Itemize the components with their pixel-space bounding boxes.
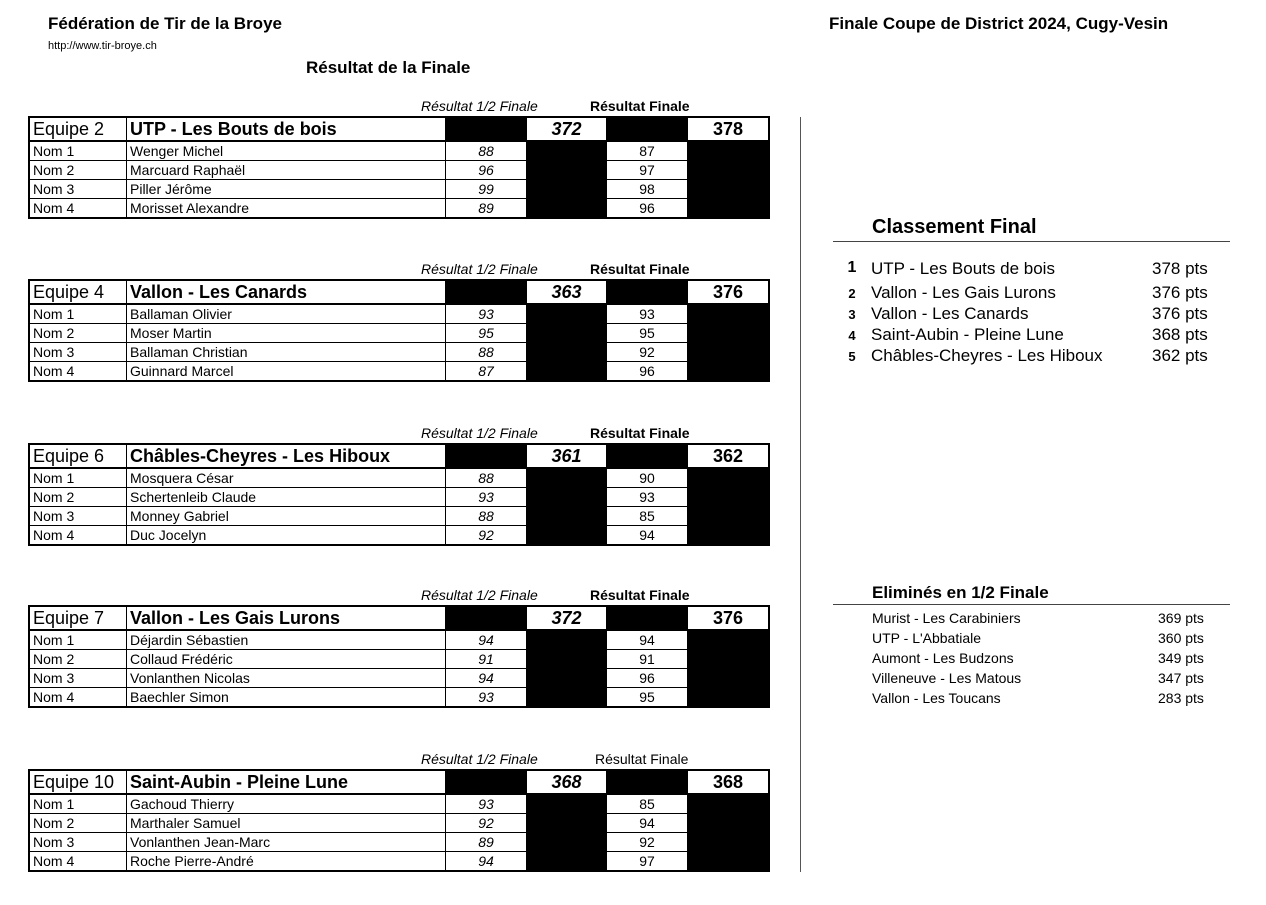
black-cell [527, 526, 607, 546]
black-cell [527, 161, 607, 180]
rank-number: 4 [848, 328, 856, 343]
list-item [833, 283, 1230, 304]
member-name: Mosquera César [127, 468, 446, 488]
black-cell [527, 324, 607, 343]
team-block [28, 586, 768, 708]
rank-number: 5 [848, 349, 856, 364]
black-cell [688, 488, 770, 507]
team-header-row [29, 770, 769, 794]
black-cell [527, 630, 607, 650]
member-final-score: 95 [607, 688, 688, 708]
eliminated-points: 369 pts [1158, 610, 1204, 626]
table-row [29, 794, 769, 814]
table-row [29, 833, 769, 852]
eliminated-team: Murist - Les Carabiniers [872, 610, 1021, 626]
black-cell [688, 161, 770, 180]
black-cell [527, 650, 607, 669]
team-table [28, 605, 770, 708]
black-cell [688, 141, 770, 161]
rank-points: 376 pts [1152, 283, 1208, 302]
member-label: Nom 2 [29, 324, 127, 343]
member-name: Ballaman Olivier [127, 304, 446, 324]
list-item [833, 304, 1230, 325]
member-label: Nom 1 [29, 141, 127, 161]
member-semi-score: 89 [446, 199, 527, 219]
semi-final-caption: Résultat 1/2 Finale [421, 98, 538, 114]
team-label: Equipe 7 [29, 606, 127, 630]
black-cell [688, 468, 770, 488]
table-row [29, 468, 769, 488]
member-name: Marthaler Samuel [127, 814, 446, 833]
black-cell [688, 688, 770, 708]
rank-number: 2 [848, 286, 856, 301]
member-label: Nom 4 [29, 199, 127, 219]
member-final-score: 96 [607, 362, 688, 382]
member-label: Nom 3 [29, 343, 127, 362]
final-caption: Résultat Finale [590, 587, 690, 603]
black-cell [607, 444, 688, 468]
black-cell [527, 468, 607, 488]
member-name: Moser Martin [127, 324, 446, 343]
team-table [28, 769, 770, 872]
member-semi-score: 94 [446, 630, 527, 650]
table-row [29, 324, 769, 343]
black-cell [688, 852, 770, 872]
member-label: Nom 3 [29, 669, 127, 688]
member-semi-score: 93 [446, 794, 527, 814]
black-cell [607, 117, 688, 141]
black-cell [527, 507, 607, 526]
black-cell [527, 180, 607, 199]
member-final-score: 93 [607, 304, 688, 324]
team-final-total: 362 [688, 444, 770, 468]
black-cell [527, 794, 607, 814]
semi-final-caption: Résultat 1/2 Finale [421, 751, 538, 767]
member-semi-score: 88 [446, 141, 527, 161]
table-row [29, 141, 769, 161]
black-cell [527, 833, 607, 852]
member-final-score: 90 [607, 468, 688, 488]
member-semi-score: 88 [446, 343, 527, 362]
member-semi-score: 93 [446, 488, 527, 507]
member-label: Nom 1 [29, 304, 127, 324]
member-semi-score: 94 [446, 669, 527, 688]
final-caption: Résultat Finale [590, 98, 690, 114]
member-final-score: 85 [607, 794, 688, 814]
rank-team: Vallon - Les Gais Lurons [871, 283, 1056, 302]
team-label: Equipe 10 [29, 770, 127, 794]
member-final-score: 96 [607, 669, 688, 688]
black-cell [688, 343, 770, 362]
team-block [28, 750, 768, 872]
member-final-score: 92 [607, 343, 688, 362]
page-heading: Résultat de la Finale [306, 58, 471, 77]
black-cell [527, 199, 607, 219]
member-final-score: 93 [607, 488, 688, 507]
list-item [833, 325, 1230, 346]
table-row [29, 488, 769, 507]
column-divider [800, 117, 801, 872]
member-name: Vonlanthen Nicolas [127, 669, 446, 688]
team-header-row [29, 606, 769, 630]
member-name: Wenger Michel [127, 141, 446, 161]
black-cell [688, 180, 770, 199]
black-cell [446, 770, 527, 794]
member-final-score: 95 [607, 324, 688, 343]
team-semi-total: 361 [527, 444, 607, 468]
black-cell [527, 304, 607, 324]
rank-number: 3 [848, 307, 856, 322]
eliminated-team: Aumont - Les Budzons [872, 650, 1014, 666]
member-label: Nom 3 [29, 180, 127, 199]
member-final-score: 98 [607, 180, 688, 199]
team-header-row [29, 280, 769, 304]
table-row [29, 630, 769, 650]
member-label: Nom 3 [29, 507, 127, 526]
table-row [29, 814, 769, 833]
black-cell [527, 343, 607, 362]
team-name: Vallon - Les Gais Lurons [127, 606, 446, 630]
organization-title: Fédération de Tir de la Broye [48, 14, 282, 33]
table-row [29, 852, 769, 872]
eliminated-team: Vallon - Les Toucans [872, 690, 1001, 706]
team-final-total: 368 [688, 770, 770, 794]
member-label: Nom 4 [29, 688, 127, 708]
member-name: Schertenleib Claude [127, 488, 446, 507]
team-name: Saint-Aubin - Pleine Lune [127, 770, 446, 794]
member-label: Nom 3 [29, 833, 127, 852]
member-label: Nom 1 [29, 630, 127, 650]
member-final-score: 85 [607, 507, 688, 526]
eliminated-points: 349 pts [1158, 650, 1204, 666]
organization-url[interactable]: http://www.tir-broye.ch [48, 40, 157, 52]
member-name: Marcuard Raphaël [127, 161, 446, 180]
black-cell [446, 444, 527, 468]
table-row [29, 180, 769, 199]
member-final-score: 97 [607, 161, 688, 180]
team-header-row [29, 444, 769, 468]
table-row [29, 161, 769, 180]
rank-number: 1 [847, 259, 857, 276]
rank-points: 362 pts [1152, 346, 1208, 365]
team-final-total: 376 [688, 280, 770, 304]
semi-final-caption: Résultat 1/2 Finale [421, 261, 538, 277]
team-final-total: 378 [688, 117, 770, 141]
member-name: Monney Gabriel [127, 507, 446, 526]
member-name: Gachoud Thierry [127, 794, 446, 814]
team-table [28, 116, 770, 219]
black-cell [446, 117, 527, 141]
member-semi-score: 87 [446, 362, 527, 382]
member-label: Nom 4 [29, 526, 127, 546]
rank-team: Vallon - Les Canards [871, 304, 1029, 323]
table-row [29, 526, 769, 546]
member-name: Déjardin Sébastien [127, 630, 446, 650]
rank-points: 378 pts [1152, 259, 1208, 278]
member-name: Collaud Frédéric [127, 650, 446, 669]
black-cell [446, 606, 527, 630]
member-semi-score: 91 [446, 650, 527, 669]
black-cell [527, 852, 607, 872]
black-cell [527, 141, 607, 161]
eliminated-team: Villeneuve - Les Matous [872, 670, 1022, 686]
black-cell [527, 669, 607, 688]
eliminated-list [833, 583, 1230, 708]
member-final-score: 96 [607, 199, 688, 219]
member-semi-score: 93 [446, 304, 527, 324]
member-semi-score: 89 [446, 833, 527, 852]
team-block [28, 97, 768, 219]
team-semi-total: 372 [527, 606, 607, 630]
list-item [833, 259, 1230, 280]
member-name: Piller Jérôme [127, 180, 446, 199]
list-item [833, 668, 1230, 688]
black-cell [446, 280, 527, 304]
black-cell [688, 324, 770, 343]
member-final-score: 94 [607, 526, 688, 546]
member-semi-score: 96 [446, 161, 527, 180]
member-label: Nom 2 [29, 650, 127, 669]
member-name: Baechler Simon [127, 688, 446, 708]
member-semi-score: 92 [446, 526, 527, 546]
member-name: Morisset Alexandre [127, 199, 446, 219]
black-cell [688, 630, 770, 650]
rank-team: UTP - Les Bouts de bois [871, 259, 1055, 278]
team-block [28, 424, 768, 546]
black-cell [688, 199, 770, 219]
black-cell [688, 669, 770, 688]
member-semi-score: 95 [446, 324, 527, 343]
table-row [29, 343, 769, 362]
team-table [28, 443, 770, 546]
black-cell [607, 280, 688, 304]
black-cell [688, 650, 770, 669]
team-semi-total: 363 [527, 280, 607, 304]
list-item [833, 608, 1230, 628]
table-row [29, 507, 769, 526]
member-label: Nom 1 [29, 468, 127, 488]
document-title: Finale Coupe de District 2024, Cugy-Vesin [829, 14, 1169, 33]
member-semi-score: 94 [446, 852, 527, 872]
member-final-score: 94 [607, 630, 688, 650]
member-name: Ballaman Christian [127, 343, 446, 362]
member-name: Vonlanthen Jean-Marc [127, 833, 446, 852]
member-label: Nom 2 [29, 161, 127, 180]
member-label: Nom 2 [29, 814, 127, 833]
eliminated-points: 283 pts [1158, 690, 1204, 706]
team-semi-total: 372 [527, 117, 607, 141]
member-name: Duc Jocelyn [127, 526, 446, 546]
black-cell [607, 606, 688, 630]
member-name: Roche Pierre-André [127, 852, 446, 872]
team-label: Equipe 6 [29, 444, 127, 468]
member-final-score: 97 [607, 852, 688, 872]
member-semi-score: 88 [446, 507, 527, 526]
list-item [833, 688, 1230, 708]
black-cell [688, 304, 770, 324]
eliminated-title: Eliminés en 1/2 Finale [833, 583, 1230, 605]
team-name: UTP - Les Bouts de bois [127, 117, 446, 141]
table-row [29, 362, 769, 382]
black-cell [527, 814, 607, 833]
black-cell [527, 488, 607, 507]
table-row [29, 688, 769, 708]
list-item [833, 648, 1230, 668]
rank-team: Châbles-Cheyres - Les Hiboux [871, 346, 1103, 365]
final-ranking-title: Classement Final [833, 216, 1230, 242]
team-name: Châbles-Cheyres - Les Hiboux [127, 444, 446, 468]
team-final-total: 376 [688, 606, 770, 630]
team-label: Equipe 2 [29, 117, 127, 141]
list-item [833, 346, 1230, 367]
black-cell [688, 794, 770, 814]
black-cell [607, 770, 688, 794]
final-caption: Résultat Finale [590, 261, 690, 277]
member-name: Guinnard Marcel [127, 362, 446, 382]
member-label: Nom 2 [29, 488, 127, 507]
table-row [29, 650, 769, 669]
black-cell [688, 362, 770, 382]
black-cell [688, 507, 770, 526]
member-label: Nom 4 [29, 852, 127, 872]
member-semi-score: 88 [446, 468, 527, 488]
member-final-score: 92 [607, 833, 688, 852]
black-cell [688, 814, 770, 833]
member-final-score: 94 [607, 814, 688, 833]
member-semi-score: 93 [446, 688, 527, 708]
eliminated-team: UTP - L'Abbatiale [872, 630, 982, 646]
black-cell [527, 688, 607, 708]
member-final-score: 87 [607, 141, 688, 161]
black-cell [527, 362, 607, 382]
list-item [833, 628, 1230, 648]
member-label: Nom 4 [29, 362, 127, 382]
member-semi-score: 92 [446, 814, 527, 833]
semi-final-caption: Résultat 1/2 Finale [421, 587, 538, 603]
team-table [28, 279, 770, 382]
eliminated-points: 347 pts [1158, 670, 1204, 686]
black-cell [688, 833, 770, 852]
team-header-row [29, 117, 769, 141]
team-block [28, 260, 768, 382]
member-semi-score: 99 [446, 180, 527, 199]
table-row [29, 199, 769, 219]
final-caption: Résultat Finale [590, 425, 690, 441]
table-row [29, 669, 769, 688]
eliminated-points: 360 pts [1158, 630, 1204, 646]
rank-points: 368 pts [1152, 325, 1208, 344]
black-cell [688, 526, 770, 546]
table-row [29, 304, 769, 324]
final-ranking [833, 216, 1230, 367]
rank-team: Saint-Aubin - Pleine Lune [871, 325, 1064, 344]
member-final-score: 91 [607, 650, 688, 669]
rank-points: 376 pts [1152, 304, 1208, 323]
team-semi-total: 368 [527, 770, 607, 794]
semi-final-caption: Résultat 1/2 Finale [421, 425, 538, 441]
team-label: Equipe 4 [29, 280, 127, 304]
final-caption: Résultat Finale [595, 751, 689, 767]
team-name: Vallon - Les Canards [127, 280, 446, 304]
member-label: Nom 1 [29, 794, 127, 814]
